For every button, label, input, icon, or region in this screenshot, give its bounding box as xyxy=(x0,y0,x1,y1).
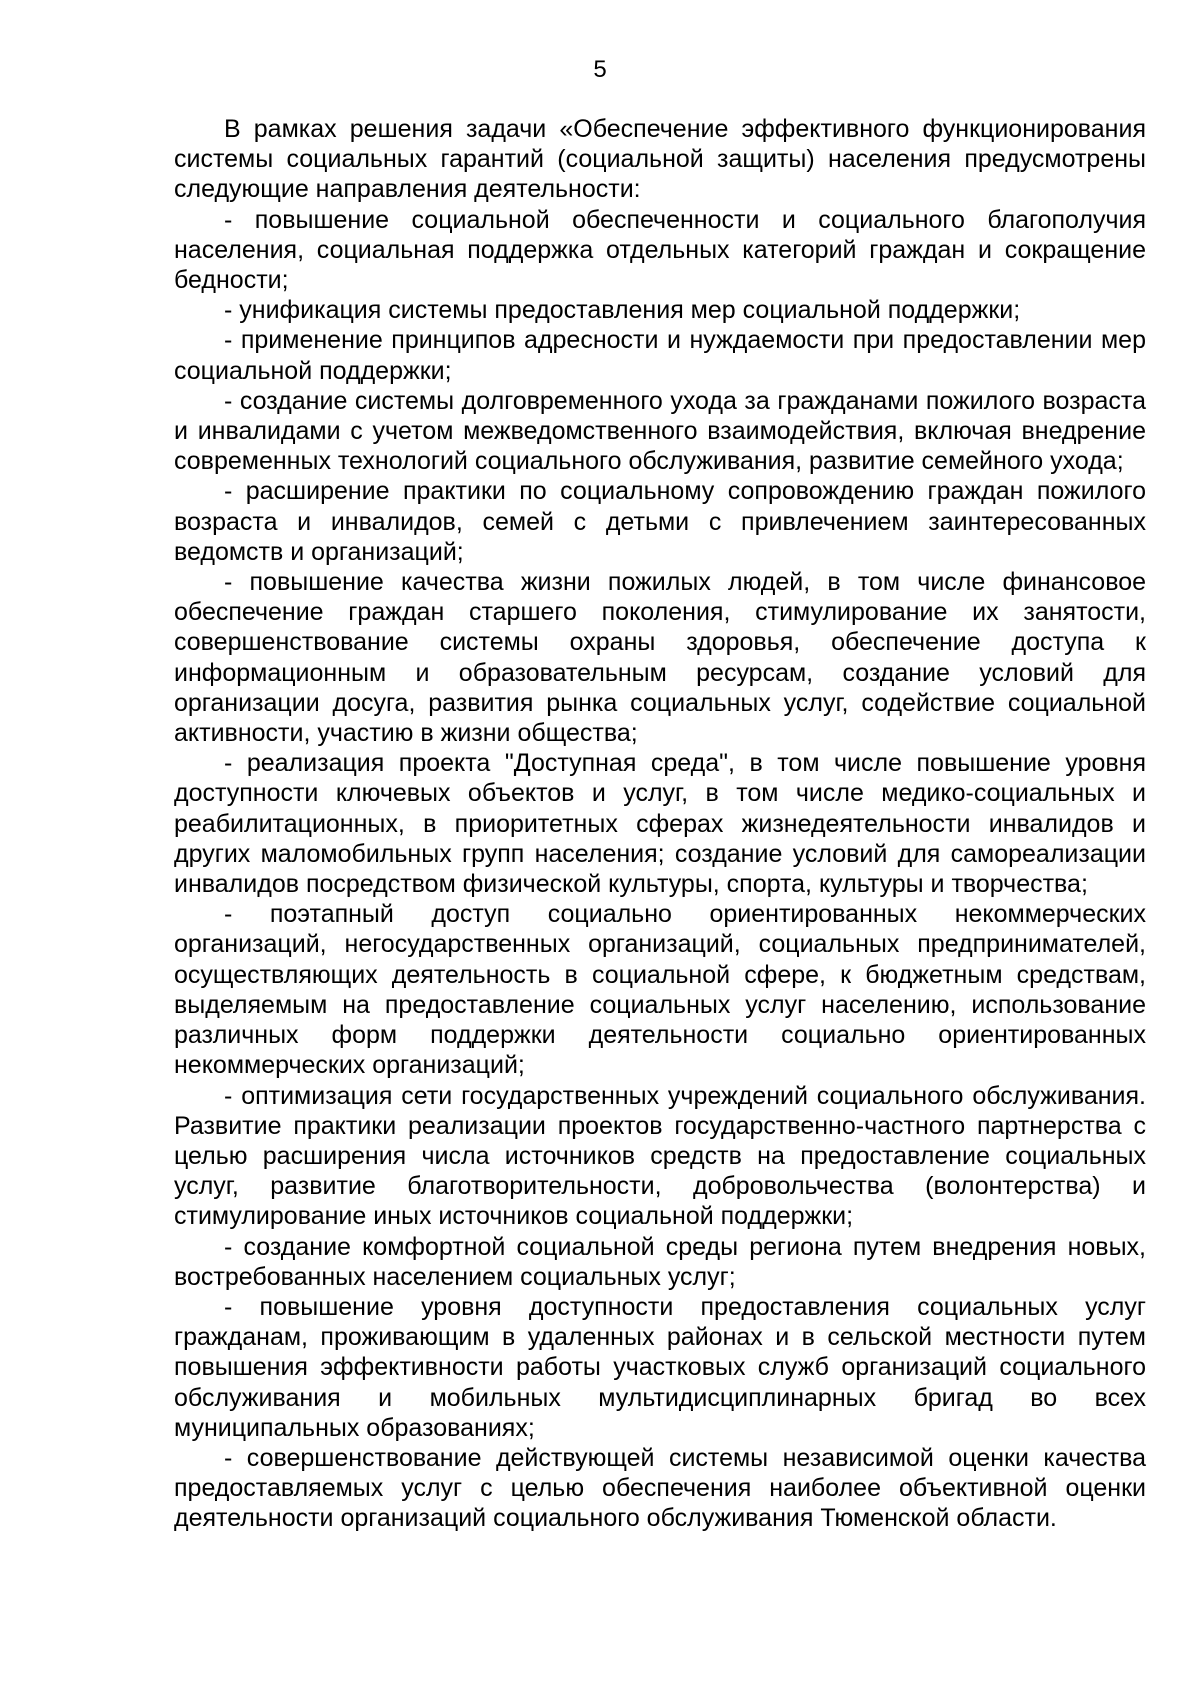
list-item-long-term-care: - создание системы долговременного ухода за гражданами пожилого возраста и инвалидами с учетом межведомственного взаимодействия, включая внедрение современных технологий социального обслуживания, развитие семейного ухода; xyxy=(174,386,1146,476)
list-item-network-optimization: - оптимизация сети государственных учреждений социального обслуживания. Развитие практики реализации проектов государственно-частного партнерства с целью расширения числа источников средств на предоставление социальных услуг, развитие благотворительности, добровольчества (волонтерства) и стимулирование иных источников социальной поддержки; xyxy=(174,1081,1146,1231)
body-text xyxy=(174,114,1146,1534)
list-item-remote-areas-access: - повышение уровня доступности предоставления социальных услуг гражданам, проживающим в удаленных районах и в сельской местности путем повышения эффективности работы участковых служб организаций социального обслуживания и мобильных мультидисциплинарных бригад во всех муниципальных образованиях; xyxy=(174,1292,1146,1442)
list-item-targeting-principles: - применение принципов адресности и нуждаемости при предоставлении мер социальной поддержки; xyxy=(174,326,1146,385)
page-number: 5 xyxy=(593,56,607,83)
list-item-unification: - унификация системы предоставления мер социальной поддержки; xyxy=(224,296,1021,325)
list-item-quality-assessment: - совершенствование действующей системы независимой оценки качества предоставляемых услуг с целью обеспечения наиболее объективной оценки деятельности организаций социального обслуживания Тюменской области. xyxy=(174,1443,1146,1533)
list-item-nonprofit-access: - поэтапный доступ социально ориентированных некоммерческих организаций, негосударственных организаций, социальных предпринимателей, осуществляющих деятельность в социальной сфере, к бюджетным средствам, выделяемым на предоставление социальных услуг населению, использование различных форм поддержки деятельности социально ориентированных некоммерческих организаций; xyxy=(174,900,1146,1080)
list-item-comfortable-environment: - создание комфортной социальной среды региона путем внедрения новых, востребованных населением социальных услуг; xyxy=(174,1232,1146,1291)
list-item-elderly-quality-of-life: - повышение качества жизни пожилых людей, в том числе финансовое обеспечение граждан старшего поколения, стимулирование их занятости, совершенствование системы охраны здоровья, обеспечение доступа к информационным и образовательным ресурсам, создание условий для организации досуга, развития рынка социальных услуг, содействие социальной активности, участию в жизни общества; xyxy=(174,568,1146,748)
list-item-social-support-practice: - расширение практики по социальному сопровождению граждан пожилого возраста и инвалидов, семей с детьми с привлечением заинтересованных ведомств и организаций; xyxy=(174,477,1146,566)
list-item-accessible-environment: - реализация проекта "Доступная среда", в том числе повышение уровня доступности ключевых объектов и услуг, в том числе медико-социальных и реабилитационных, в приоритетных сферах жизнедеятельности инвалидов и других маломобильных групп населения; создание условий для самореализации инвалидов посредством физической культуры, спорта, культуры и творчества; xyxy=(174,749,1146,899)
list-item-social-welfare: - повышение социальной обеспеченности и социального благополучия населения, социальная поддержка отдельных категорий граждан и сокращение бедности; xyxy=(174,205,1146,295)
paragraph-intro: В рамках решения задачи «Обеспечение эффективного функционирования системы социальных гарантий (социальной защиты) населения предусмотрены следующие направления деятельности: xyxy=(174,115,1146,204)
